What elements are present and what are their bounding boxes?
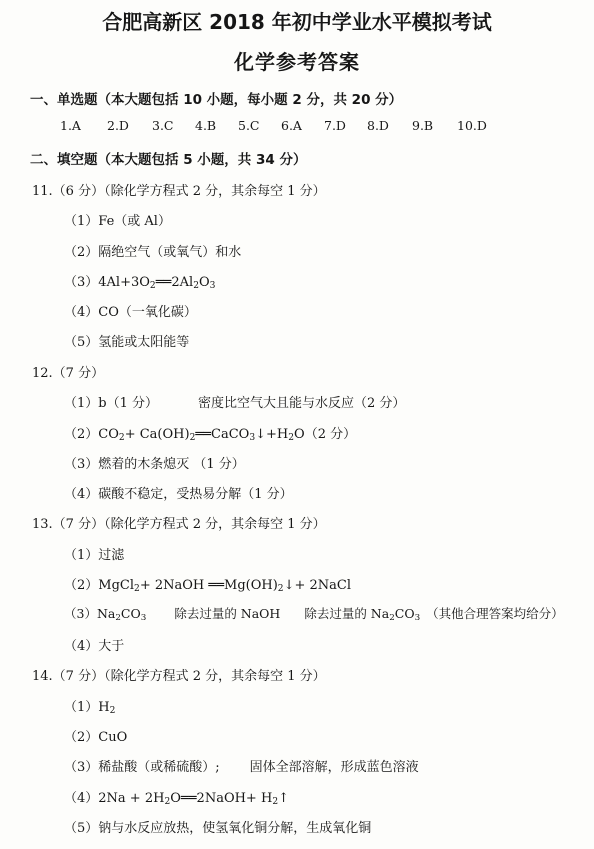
- answer-item: 5.C: [238, 118, 260, 133]
- section1-heading: 一、单选题（本大题包括 10 小题，每小题 2 分，共 20 分）: [30, 92, 403, 108]
- q12-header: 12.（7 分）: [32, 366, 105, 381]
- q11-answer-5: （5）氢能或太阳能等: [64, 335, 190, 350]
- answer-item: 6.A: [281, 118, 302, 133]
- q11-answer-2: （2）隔绝空气（或氧气）和水: [64, 245, 242, 260]
- q14-answer-4: $(4)2Na + 2H_2O══2NaOH+$ $H_2↑$: [64, 791, 290, 807]
- q13-header: 13.（7 分）（除化学方程式 2 分，其余每空 1 分）: [32, 517, 326, 532]
- q11-answer-4: （4）CO（一氧化碳）: [64, 305, 197, 320]
- q12-answer-1: （1）b（1 分） 密度比空气大且能与水反应（2 分）: [64, 396, 406, 411]
- section2-heading: 二、填空题（本大题包括 5 小题，共 34 分）: [30, 152, 307, 168]
- q12-answer-2: $(2)CO_2+$ $Ca(OH)_2══CaCO_3↓+H_2O(2$ 分）: [64, 427, 357, 443]
- answer-item: 2.D: [107, 118, 129, 133]
- q14-answer-5: （5）钠与水反应放热，使氢氧化铜分解，生成氧化铜: [64, 821, 372, 836]
- q13-answer-2: （2）MgCl$_2$+ 2NaOH $══Mg(OH)_2↓+$ 2NaCl: [64, 578, 352, 594]
- q14-answer-3: （3）稀盐酸（或稀硫酸）; 固体全部溶解，形成蓝色溶液: [64, 760, 419, 775]
- q14-answer-1: $(1)H_2$: [64, 700, 116, 716]
- answer-key-title: 化学参考答案: [234, 50, 360, 74]
- answer-item: 10.D: [457, 118, 487, 133]
- answer-item: 1.A: [60, 118, 81, 133]
- q11-header: 11.（6 分）（除化学方程式 2 分，其余每空 1 分）: [32, 184, 326, 199]
- q13-answer-4: （4）大于: [64, 639, 125, 654]
- q14-header: 14.（7 分）（除化学方程式 2 分，其余每空 1 分）: [32, 669, 326, 684]
- q11-answer-1: （1）Fe（或 Al）: [64, 214, 171, 229]
- answer-item: 3.C: [152, 118, 174, 133]
- q13-answer-1: （1）过滤: [64, 548, 125, 563]
- exam-title: 合肥高新区 2018 年初中学业水平模拟考试: [102, 10, 492, 34]
- answer-item: 7.D: [324, 118, 346, 133]
- q11-answer-3: $(3)4Al+3O_2══2Al_2O_3$: [64, 275, 216, 291]
- q12-answer-4: （4）碳酸不稳定，受热易分解（1 分）: [64, 487, 293, 502]
- answer-item: 8.D: [367, 118, 389, 133]
- answer-item: 9.B: [412, 118, 434, 133]
- answer-item: 4.B: [195, 118, 217, 133]
- q13-answer-3: $(3)Na_2CO_3$ 除去过量的 NaOH 除去过量的 $Na_2CO_3$ （其他合理答案均给分）: [64, 606, 564, 623]
- q14-answer-2: （2）CuO: [64, 730, 128, 745]
- q12-answer-3: （3）燃着的木条熄灭 （1 分）: [64, 457, 245, 472]
